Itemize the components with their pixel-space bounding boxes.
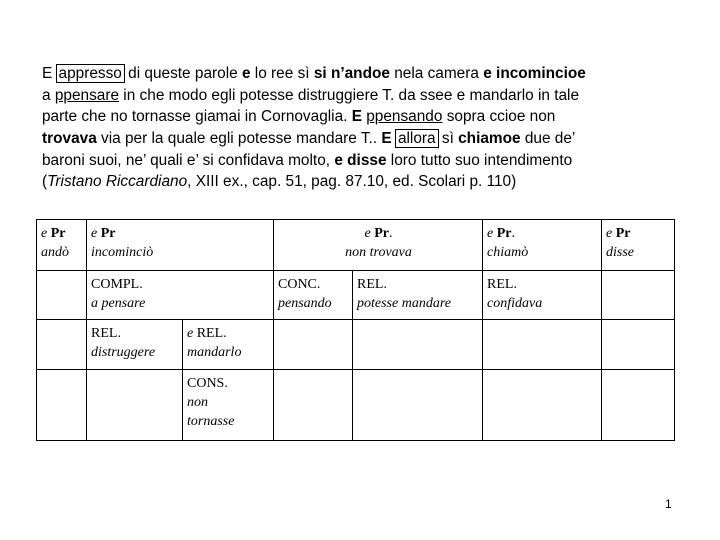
clause-verb: mandarlo (187, 345, 242, 360)
conjunction: e (364, 226, 371, 241)
bold-phrase-si-nandoe: si n’andoe (313, 65, 390, 82)
clause-label: CONS. (187, 376, 228, 391)
bold-phrase-e-incomincioe: e incomincioe (483, 65, 586, 82)
clause-label: CONC. (278, 277, 321, 292)
passage-line-3 (42, 106, 702, 128)
underlined-word-ppensando: ppensando (366, 108, 443, 126)
syntax-table (36, 219, 675, 441)
table-row (37, 370, 675, 441)
table-row (37, 320, 675, 370)
passage-line-5 (42, 150, 702, 172)
clause-verb: non (187, 395, 208, 410)
table-cell (353, 370, 483, 441)
table-row (37, 271, 675, 320)
bold-phrase-e-disse: e disse (334, 151, 387, 169)
table-cell (602, 220, 675, 271)
text-run: in che modo egli potesse distruggiere T. da ssee e mandarlo in tale (119, 86, 580, 104)
table-cell (274, 320, 353, 370)
text-run: , XIII ex., cap. 51, pag. 87.10, ed. Scolari p. 110) (187, 173, 517, 191)
text-run: baroni suoi, ne’ quali e’ si confidava molto, (42, 151, 335, 169)
page-number: 1 (665, 497, 672, 511)
table-cell (37, 271, 87, 320)
text-run: loro tutto suo intendimento (386, 151, 573, 169)
table-cell (483, 320, 602, 370)
clause-verb: a pensare (91, 296, 146, 311)
clause-verb: tornasse (187, 414, 235, 429)
boxed-word-allora: allora (395, 129, 439, 148)
clause-label: Pr (374, 226, 389, 241)
table-cell (274, 370, 353, 441)
table-cell (87, 220, 274, 271)
text-run: via per la quale egli potesse mandare T.. (96, 130, 382, 148)
punctuation: . (511, 226, 515, 241)
table-cell (602, 370, 675, 441)
clause-verb: non trovava (345, 245, 412, 260)
clause-verb: chiamò (487, 245, 529, 260)
bold-word-trovava: trovava (42, 130, 97, 148)
table-cell (274, 271, 353, 320)
text-run: nela camera (389, 65, 484, 82)
bold-word: e (241, 65, 251, 82)
table-cell (353, 320, 483, 370)
text-run: ( (42, 173, 48, 191)
clause-label: Pr (50, 226, 66, 241)
passage-line-6 (42, 171, 702, 193)
punctuation: . (388, 226, 393, 241)
table-row (37, 220, 675, 271)
table-cell (87, 370, 183, 441)
clause-label: REL. (487, 277, 517, 292)
text-run: parte che no tornasse giamai in Cornovaglia. (42, 108, 352, 126)
table-cell (483, 271, 602, 320)
clause-verb: pensando (278, 296, 332, 311)
table-cell (37, 220, 87, 271)
clause-verb: confidava (487, 296, 543, 311)
table-cell (353, 271, 483, 320)
conjunction: e (187, 326, 194, 341)
table-cell (37, 370, 87, 441)
conjunction: e (41, 226, 48, 241)
text-run: due de’ (520, 130, 576, 148)
underlined-word-ppensare: ppensare (54, 86, 120, 104)
text-run: sì (437, 130, 459, 148)
boxed-word-appresso: appresso (56, 64, 125, 83)
bold-word-chiamoe: chiamoe (458, 130, 521, 148)
table-cell (483, 220, 602, 271)
table-cell (37, 320, 87, 370)
table-cell (87, 271, 274, 320)
table-cell (483, 370, 602, 441)
table-cell (602, 320, 675, 370)
clause-label: Pr (615, 226, 631, 241)
source-title: Tristano Riccardiano (47, 173, 188, 191)
conjunction: e (487, 226, 494, 241)
table-cell (87, 320, 183, 370)
clause-label: REL. (196, 326, 227, 341)
text-run: di queste parole (123, 65, 242, 82)
table-cell (274, 220, 483, 271)
text-run: lo ree sì (250, 65, 314, 82)
clause-label: REL. (91, 326, 121, 341)
clause-label: REL. (357, 277, 387, 292)
conjunction: e (606, 226, 613, 241)
passage-line-2 (42, 85, 702, 107)
clause-verb: distruggere (91, 345, 156, 360)
bold-word: E (381, 130, 392, 148)
clause-label: COMPL. (91, 277, 143, 292)
clause-verb: andò (41, 245, 69, 260)
passage-line-4 (42, 128, 702, 150)
text-run: sopra ccioe non (442, 108, 556, 126)
clause-verb: incominciò (91, 245, 154, 260)
clause-label: Pr (496, 226, 512, 241)
bold-word: E (351, 108, 362, 126)
text-run: E (42, 65, 57, 82)
conjunction: e (91, 226, 98, 241)
passage-line-1 (42, 63, 702, 85)
clause-label: Pr (100, 226, 116, 241)
passage-text (42, 63, 702, 193)
clause-verb: potesse mandare (357, 296, 451, 311)
table-cell (183, 370, 274, 441)
table-cell (602, 271, 675, 320)
table-cell (183, 320, 274, 370)
clause-verb: disse (606, 245, 634, 260)
text-run: a (42, 86, 55, 104)
